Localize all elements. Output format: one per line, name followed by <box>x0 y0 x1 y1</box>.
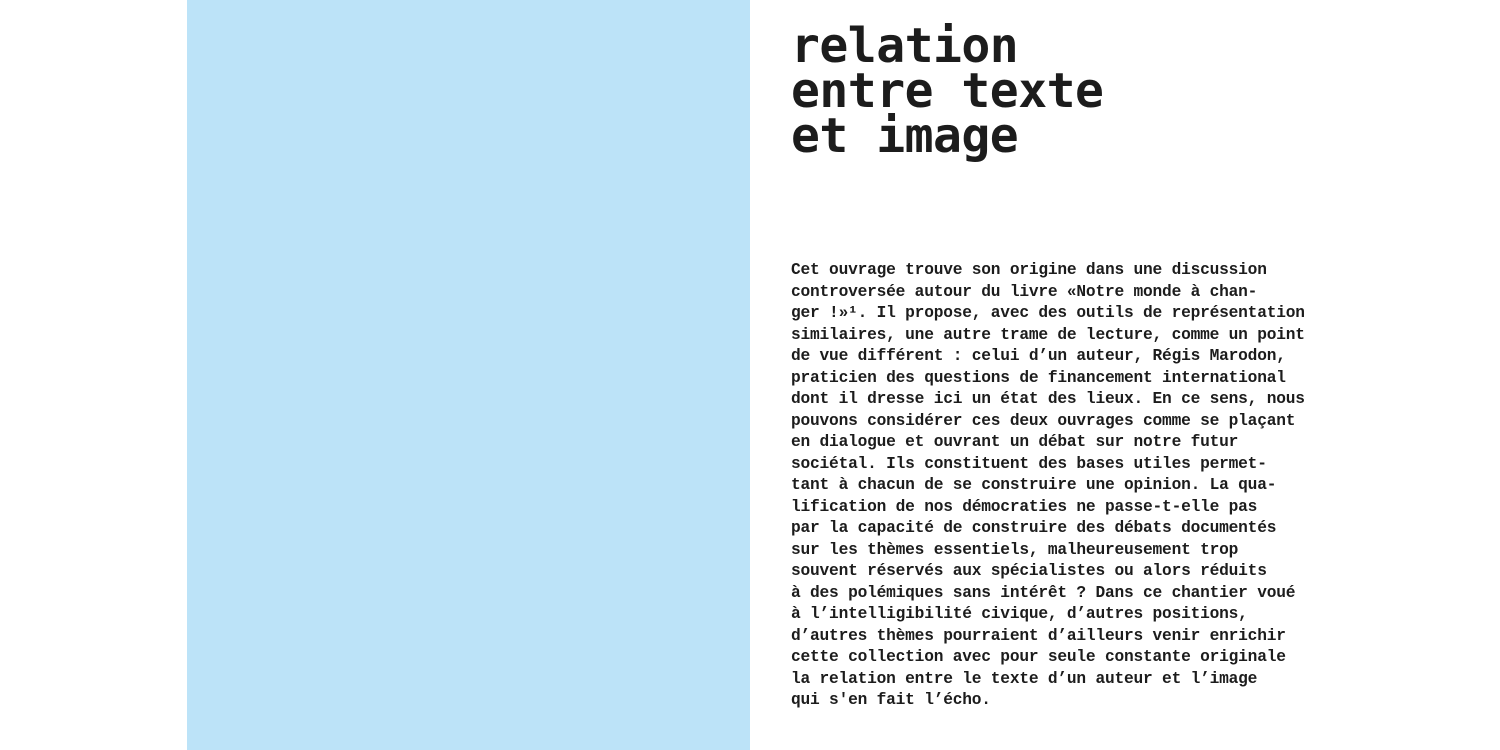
body-line: par la capacité de construire des débats documentés <box>791 519 1277 537</box>
body-line: sur les thèmes essentiels, malheureusement trop <box>791 540 1239 559</box>
body-line: tant à chacun de se construire une opinion. La qua- <box>791 476 1277 494</box>
body-line: similaires, une autre trame de lecture, comme un point <box>791 325 1305 344</box>
body-line: cette collection avec pour seule constante originale <box>791 648 1286 666</box>
text-column <box>791 18 1331 709</box>
body-line: dont il dresse ici un état des lieux. En ce sens, nous <box>791 390 1305 408</box>
body-line: lification de nos démocraties ne passe-t-elle pas <box>791 497 1258 516</box>
image-panel <box>187 0 750 750</box>
body-line: souvent réservés aux spécialistes ou alors réduits <box>791 562 1267 580</box>
body-line: qui s'en fait l’écho. <box>791 691 991 709</box>
body-line: praticien des questions de financement international <box>791 368 1286 387</box>
title-line: et image <box>791 108 1019 164</box>
body-paragraph <box>791 260 1331 712</box>
body-line: de vue différent : celui d’un auteur, Régis Marodon, <box>791 347 1286 365</box>
body-line: la relation entre le texte d’un auteur et l’image <box>791 669 1258 688</box>
body-line: pouvons considérer ces deux ouvrages comme se plaçant <box>791 411 1296 430</box>
page-title <box>791 18 1331 164</box>
title-line: relation <box>791 18 1019 74</box>
body-line: ger !»¹. Il propose, avec des outils de représentation <box>791 304 1305 322</box>
body-line: Cet ouvrage trouve son origine dans une discussion <box>791 261 1267 279</box>
title-line: entre texte <box>791 63 1104 119</box>
body-line: controversée autour du livre «Notre monde à chan- <box>791 282 1258 301</box>
body-line: à l’intelligibilité civique, d’autres positions, <box>791 605 1248 623</box>
body-line: sociétal. Ils constituent des bases utiles permet- <box>791 454 1267 473</box>
body-line: à des polémiques sans intérêt ? Dans ce chantier voué <box>791 583 1296 602</box>
body-line: d’autres thèmes pourraient d’ailleurs venir enrichir <box>791 626 1286 645</box>
body-line: en dialogue et ouvrant un débat sur notre futur <box>791 433 1239 451</box>
